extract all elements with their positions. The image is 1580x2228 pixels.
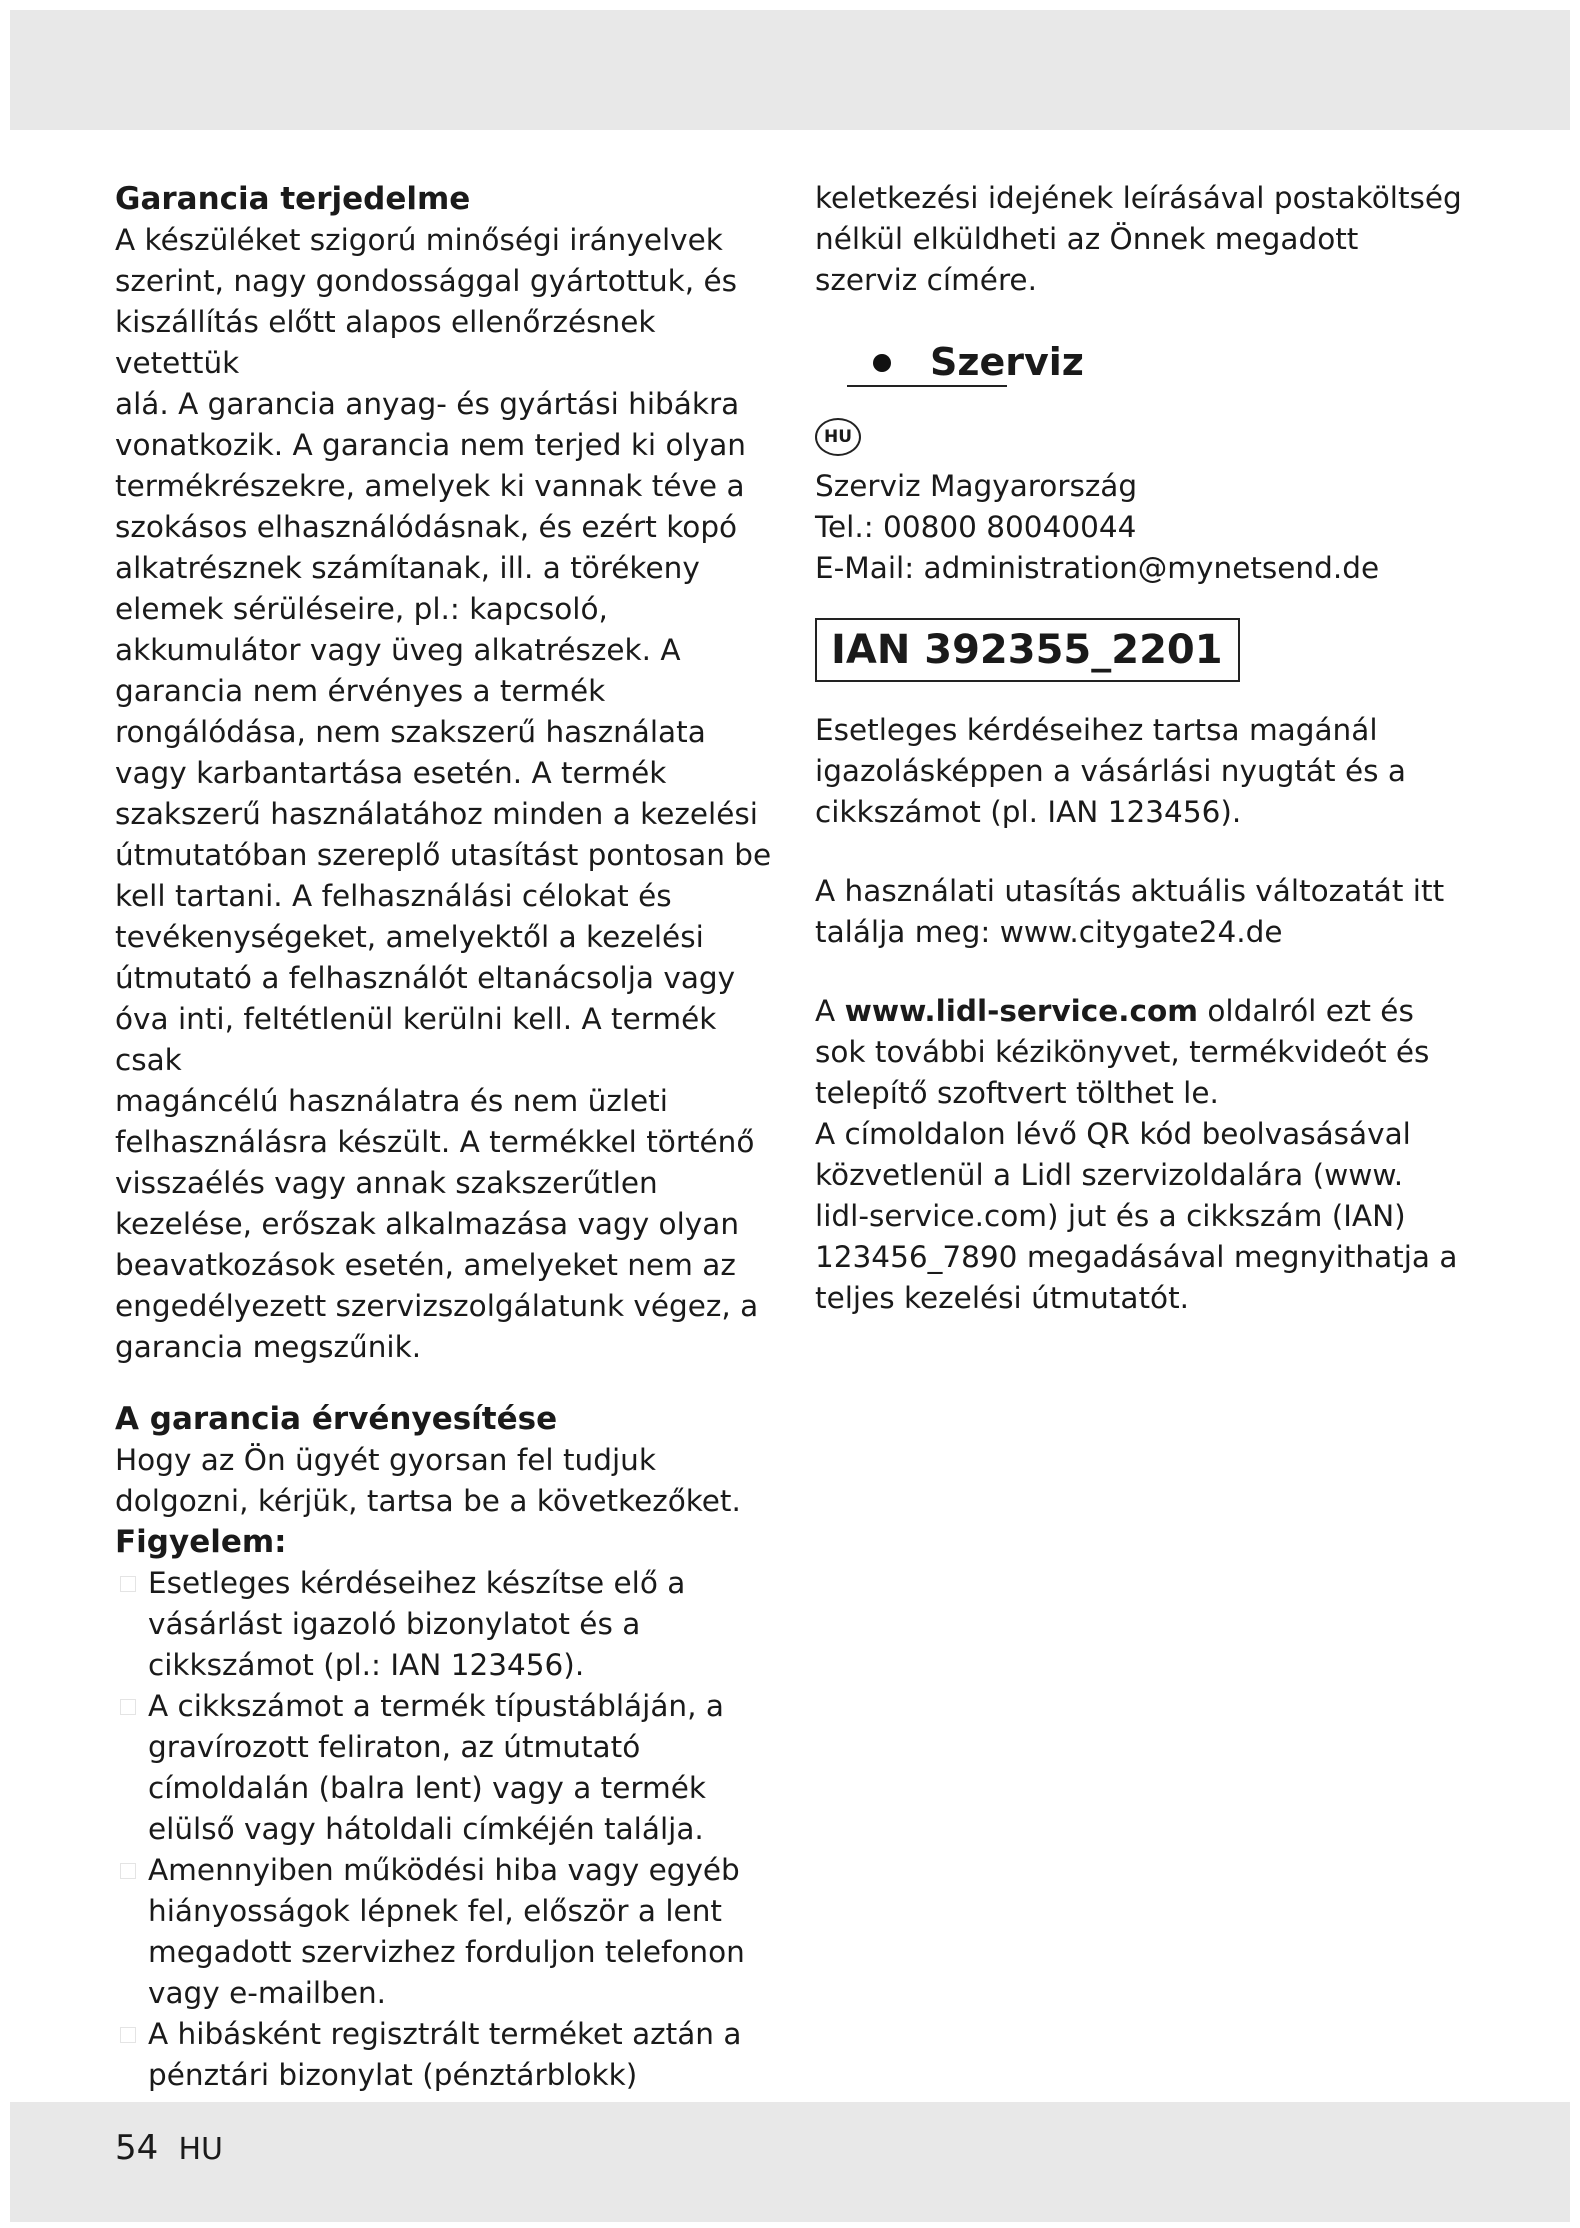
text-line: 123456_7890 megadásával megnyithatja a <box>815 1240 1458 1274</box>
text-line: Hogy az Ön ügyét gyorsan fel tudjuk <box>115 1443 656 1477</box>
text-line: magáncélú használatra és nem üzleti <box>115 1084 668 1118</box>
text-line: Amennyiben működési hiba vagy egyéb <box>148 1853 740 1887</box>
left-column <box>115 178 775 2137</box>
text-line: vagy e-mailben. <box>148 1976 387 2010</box>
checkbox-bullet-icon <box>120 1576 136 1592</box>
service-phone: Tel.: 00800 80040044 <box>815 510 1137 544</box>
text-line: A hibásként regisztrált terméket aztán a <box>148 2017 742 2051</box>
text-line: szokásos elhasználódásnak, és ezért kopó <box>115 510 738 544</box>
list-item <box>115 1850 775 2014</box>
service-email: E-Mail: administration@mynetsend.de <box>815 551 1380 585</box>
text-line: kell tartani. A felhasználási célokat és <box>115 879 672 913</box>
text-line: pénztári bizonylat (pénztárblokk) <box>148 2058 638 2092</box>
scope-paragraph <box>115 220 775 1368</box>
text-line: rongálódása, nem szakszerű használata <box>115 715 706 749</box>
text-line: engedélyezett szervizszolgálatunk végez, a <box>115 1289 759 1323</box>
service-name: Szerviz Magyarország <box>815 469 1138 503</box>
text-line: vonatkozik. A garancia nem terjed ki olyan <box>115 428 746 462</box>
lidl-service-link: www.lidl-service.com <box>844 994 1198 1028</box>
text-line: akkumulátor vagy üveg alkatrészek. A <box>115 633 681 667</box>
service-title: Szerviz <box>930 340 1084 384</box>
text-line: garancia megszűnik. <box>115 1330 422 1364</box>
text-line: találja meg: www.citygate24.de <box>815 915 1283 949</box>
lidl-paragraph <box>815 991 1515 1319</box>
text-line: elülső vagy hátoldali címkéjén találja. <box>148 1812 704 1846</box>
text-line: alá. A garancia anyag- és gyártási hibákra <box>115 387 740 421</box>
text-line: A címoldalon lévő QR kód beolvasásával <box>815 1117 1411 1151</box>
text-line: vásárlást igazoló bizonylatot és a <box>148 1607 641 1641</box>
text-line: elemek sérüléseire, pl.: kapcsoló, <box>115 592 608 626</box>
text-line: A cikkszámot a termék típustábláján, a <box>148 1689 724 1723</box>
heading-underline <box>847 385 1007 387</box>
text-line: közvetlenül a Lidl szervizoldalára (www. <box>815 1158 1404 1192</box>
text-line: keletkezési idejének leírásával postaköltség <box>815 181 1462 215</box>
text-line: A készüléket szigorú minőségi irányelvek <box>115 223 723 257</box>
language-code: HU <box>178 2132 223 2167</box>
text-line: szakszerű használatához minden a kezelési <box>115 797 758 831</box>
enforce-paragraph <box>115 1440 775 1522</box>
footer-band <box>10 2102 1570 2222</box>
text-line: felhasználásra készült. A termékkel történő <box>115 1125 755 1159</box>
text-line: kiszállítás előtt alapos ellenőrzésnek vetettük <box>115 305 656 380</box>
text-line: A használati utasítás aktuális változatát itt <box>815 874 1445 908</box>
text-line: megadott szervizhez forduljon telefonon <box>148 1935 745 1969</box>
text-line: gravírozott feliraton, az útmutató <box>148 1730 641 1764</box>
lidl-suffix: oldalról ezt és <box>1198 994 1414 1028</box>
checkbox-bullet-icon <box>120 1863 136 1879</box>
page-footer <box>115 2128 223 2168</box>
text-line: óva inti, feltétlenül kerülni kell. A termék csak <box>115 1002 717 1077</box>
text-line: visszaélés vagy annak szakszerűtlen <box>115 1166 658 1200</box>
text-line: szerviz címére. <box>815 263 1037 297</box>
enforce-heading: A garancia érvényesítése <box>115 1401 558 1437</box>
checkbox-bullet-icon <box>120 1699 136 1715</box>
text-line: tevékenységeket, amelyektől a kezelési <box>115 920 704 954</box>
list-item <box>115 1563 775 1686</box>
text-line: kezelése, erőszak alkalmazása vagy olyan <box>115 1207 740 1241</box>
text-line: dolgozni, kérjük, tartsa be a következőket. <box>115 1484 741 1518</box>
list-item <box>115 1686 775 1850</box>
country-badge: HU <box>815 418 861 456</box>
text-line: cikkszámot (pl.: IAN 123456). <box>148 1648 585 1682</box>
text-line: teljes kezelési útmutatót. <box>815 1281 1190 1315</box>
text-line: alkatrésznek számítanak, ill. a törékeny <box>115 551 700 585</box>
text-line: címoldalán (balra lent) vagy a termék <box>148 1771 706 1805</box>
text-line: cikkszámot (pl. IAN 123456). <box>815 795 1242 829</box>
text-line: lidl-service.com) jut és a cikkszám (IAN) <box>815 1199 1406 1233</box>
text-line: Esetleges kérdéseihez készítse elő a <box>148 1566 686 1600</box>
text-line: termékrészekre, amelyek ki vannak téve a <box>115 469 745 503</box>
text-line: telepítő szoftvert tölthet le. <box>815 1076 1219 1110</box>
text-line: nélkül elküldheti az Önnek megadott <box>815 222 1359 256</box>
text-line <box>815 991 1515 1032</box>
checkbox-bullet-icon <box>120 2027 136 2043</box>
service-notes <box>815 710 1515 1319</box>
text-line: szerint, nagy gondossággal gyártottuk, és <box>115 264 738 298</box>
service-heading <box>845 338 1145 388</box>
text-line: hiányosságok lépnek fel, először a lent <box>148 1894 722 1928</box>
text-line: garancia nem érvényes a termék <box>115 674 606 708</box>
text-line: Esetleges kérdéseihez tartsa magánál <box>815 713 1378 747</box>
lidl-prefix: A <box>815 994 845 1028</box>
text-line: beavatkozások esetén, amelyeket nem az <box>115 1248 736 1282</box>
header-band <box>10 10 1570 130</box>
scope-heading: Garancia terjedelme <box>115 181 471 217</box>
steps-list <box>115 1563 775 2137</box>
manual-paragraph <box>815 871 1515 953</box>
attention-label: Figyelem: <box>115 1524 287 1560</box>
service-contact <box>815 466 1379 589</box>
ian-box: IAN 392355_2201 <box>815 618 1240 682</box>
bullet-dot-icon <box>873 354 891 372</box>
text-line: vagy karbantartása esetén. A termék <box>115 756 667 790</box>
text-line: útmutató a felhasználót eltanácsolja vagy <box>115 961 736 995</box>
page-number: 54 <box>115 2128 159 2168</box>
text-line: igazolásképpen a vásárlási nyugtát és a <box>815 754 1406 788</box>
questions-paragraph <box>815 710 1515 833</box>
continuation-paragraph <box>815 178 1495 301</box>
text-line: útmutatóban szereplő utasítást pontosan be <box>115 838 772 872</box>
text-line: sok további kézikönyvet, termékvideót és <box>815 1035 1430 1069</box>
